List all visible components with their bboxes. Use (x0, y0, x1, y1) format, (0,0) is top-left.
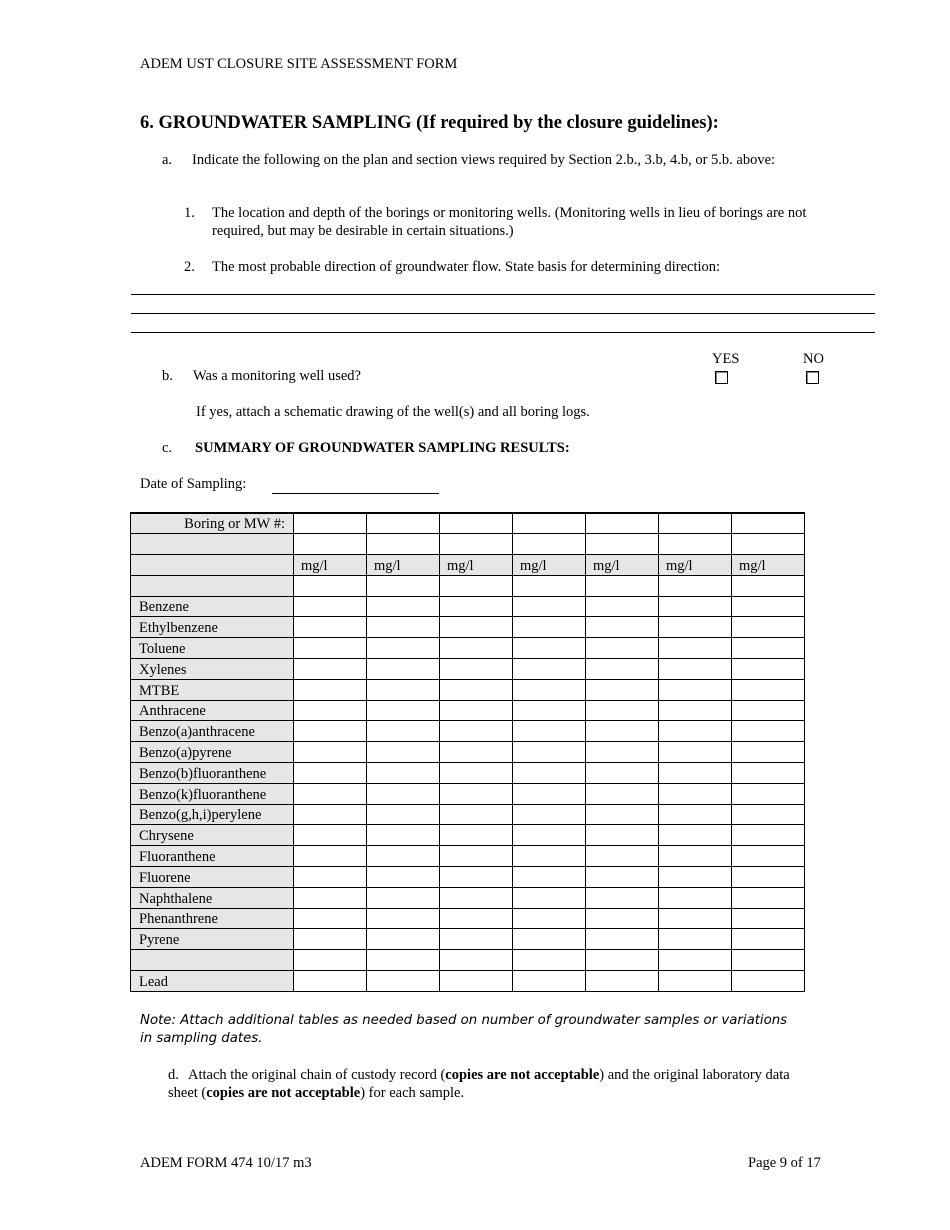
part-b-note: If yes, attach a schematic drawing of the well(s) and all boring logs. (196, 404, 590, 420)
part-d (168, 1066, 818, 1102)
value-cell[interactable] (294, 659, 367, 680)
value-cell[interactable] (440, 783, 513, 804)
value-cell[interactable] (367, 763, 440, 784)
footer-form-id: ADEM FORM 474 10/17 m3 (140, 1155, 312, 1171)
value-cell[interactable] (732, 575, 805, 596)
row-label (131, 575, 294, 596)
part-a (162, 151, 802, 170)
date-of-sampling-field[interactable] (272, 493, 439, 494)
value-cell[interactable] (586, 783, 659, 804)
value-cell[interactable] (732, 867, 805, 888)
value-cell[interactable] (367, 679, 440, 700)
value-cell[interactable] (440, 825, 513, 846)
value-cell[interactable] (732, 596, 805, 617)
value-cell[interactable] (659, 679, 732, 700)
table-row (131, 596, 805, 617)
value-cell[interactable] (513, 908, 586, 929)
value-cell[interactable] (732, 742, 805, 763)
value-cell[interactable] (732, 908, 805, 929)
table-row (131, 825, 805, 846)
value-cell[interactable] (586, 825, 659, 846)
sampling-results-table (130, 512, 805, 992)
value-cell[interactable] (367, 887, 440, 908)
value-cell[interactable] (367, 783, 440, 804)
value-cell[interactable] (732, 763, 805, 784)
value-cell[interactable] (294, 596, 367, 617)
part-c (162, 440, 570, 457)
value-cell[interactable] (659, 513, 732, 534)
table-row (131, 679, 805, 700)
value-cell[interactable] (586, 638, 659, 659)
value-cell[interactable] (732, 659, 805, 680)
value-cell[interactable] (659, 617, 732, 638)
value-cell[interactable] (732, 513, 805, 534)
value-cell[interactable] (367, 908, 440, 929)
value-cell[interactable] (586, 742, 659, 763)
value-cell[interactable] (732, 950, 805, 971)
row-label: Toluene (131, 638, 294, 659)
value-cell[interactable] (586, 971, 659, 992)
value-cell[interactable] (732, 929, 805, 950)
value-cell[interactable] (440, 575, 513, 596)
value-cell[interactable] (440, 846, 513, 867)
value-cell[interactable] (294, 742, 367, 763)
row-label: MTBE (131, 679, 294, 700)
unit-cell: mg/l (659, 555, 732, 576)
value-cell[interactable] (367, 846, 440, 867)
value-cell[interactable] (513, 513, 586, 534)
value-cell[interactable] (586, 700, 659, 721)
form-header: ADEM UST CLOSURE SITE ASSESSMENT FORM (140, 56, 458, 72)
value-cell[interactable] (659, 867, 732, 888)
value-cell[interactable] (294, 534, 367, 555)
value-cell[interactable] (513, 971, 586, 992)
value-cell[interactable] (294, 825, 367, 846)
value-cell[interactable] (294, 867, 367, 888)
value-cell[interactable] (294, 700, 367, 721)
row-label: Benzo(g,h,i)perylene (131, 804, 294, 825)
value-cell[interactable] (367, 513, 440, 534)
row-label: Fluoranthene (131, 846, 294, 867)
row-label: Benzo(k)fluoranthene (131, 783, 294, 804)
value-cell[interactable] (586, 929, 659, 950)
value-cell[interactable] (294, 908, 367, 929)
row-label: Naphthalene (131, 887, 294, 908)
value-cell[interactable] (294, 929, 367, 950)
table-row (131, 575, 805, 596)
value-cell[interactable] (367, 638, 440, 659)
value-cell[interactable] (586, 575, 659, 596)
part-c-label: c. (162, 440, 173, 456)
value-cell[interactable] (367, 596, 440, 617)
value-cell[interactable] (586, 908, 659, 929)
row-label: Chrysene (131, 825, 294, 846)
value-cell[interactable] (513, 846, 586, 867)
value-cell[interactable] (659, 638, 732, 659)
value-cell[interactable] (659, 783, 732, 804)
value-cell[interactable] (294, 638, 367, 659)
value-cell[interactable] (732, 534, 805, 555)
value-cell[interactable] (659, 575, 732, 596)
value-cell[interactable] (513, 700, 586, 721)
value-cell[interactable] (732, 679, 805, 700)
value-cell[interactable] (440, 617, 513, 638)
table-row (131, 908, 805, 929)
part-b-question: Was a monitoring well used? (193, 368, 361, 384)
value-cell[interactable] (440, 804, 513, 825)
unit-cell: mg/l (586, 555, 659, 576)
value-cell[interactable] (513, 721, 586, 742)
part-d-bold-1: copies are not acceptable (445, 1067, 600, 1083)
table-row (131, 783, 805, 804)
value-cell[interactable] (659, 804, 732, 825)
item-text: The location and depth of the borings or monitoring wells. (Monitoring wells in lieu of borings are not required, but may be desirable in certain situations.) (212, 205, 807, 239)
value-cell[interactable] (659, 534, 732, 555)
value-cell[interactable] (440, 763, 513, 784)
value-cell[interactable] (294, 679, 367, 700)
value-cell[interactable] (440, 700, 513, 721)
row-label: Anthracene (131, 700, 294, 721)
value-cell[interactable] (367, 534, 440, 555)
value-cell[interactable] (586, 846, 659, 867)
value-cell[interactable] (659, 721, 732, 742)
value-cell[interactable] (440, 721, 513, 742)
value-cell[interactable] (440, 659, 513, 680)
row-label: Boring or MW #: (131, 513, 294, 534)
value-cell[interactable] (440, 908, 513, 929)
value-cell[interactable] (586, 617, 659, 638)
footer-page-number: Page 9 of 17 (748, 1155, 821, 1171)
value-cell[interactable] (513, 638, 586, 659)
value-cell[interactable] (440, 596, 513, 617)
value-cell[interactable] (732, 721, 805, 742)
item-text: The most probable direction of groundwater flow. State basis for determining direction: (212, 259, 721, 275)
row-label (131, 555, 294, 576)
value-cell[interactable] (440, 679, 513, 700)
value-cell[interactable] (440, 971, 513, 992)
no-label: NO (803, 351, 824, 367)
table-row (131, 929, 805, 950)
value-cell[interactable] (294, 783, 367, 804)
table-row (131, 846, 805, 867)
value-cell[interactable] (513, 659, 586, 680)
item-number: 2. (184, 259, 195, 275)
unit-cell: mg/l (513, 555, 586, 576)
yes-checkbox[interactable] (715, 371, 728, 384)
value-cell[interactable] (367, 700, 440, 721)
value-cell[interactable] (367, 804, 440, 825)
no-checkbox[interactable] (806, 371, 819, 384)
value-cell[interactable] (513, 825, 586, 846)
row-label: Benzo(a)anthracene (131, 721, 294, 742)
table-row (131, 534, 805, 555)
unit-cell: mg/l (732, 555, 805, 576)
value-cell[interactable] (659, 700, 732, 721)
value-cell[interactable] (294, 721, 367, 742)
part-d-text-2: ) and the original laboratory data sheet ( (168, 1067, 790, 1101)
table-row (131, 721, 805, 742)
value-cell[interactable] (294, 971, 367, 992)
table-row (131, 638, 805, 659)
table-row (131, 742, 805, 763)
unit-cell: mg/l (294, 555, 367, 576)
value-cell[interactable] (367, 867, 440, 888)
value-cell[interactable] (367, 659, 440, 680)
part-a-text: Indicate the following on the plan and section views required by Section 2.b., 3.b, 4.b, or 5.b. above: (192, 152, 776, 168)
value-cell[interactable] (513, 617, 586, 638)
part-b (162, 368, 361, 385)
value-cell[interactable] (294, 763, 367, 784)
row-label: Benzo(a)pyrene (131, 742, 294, 763)
table-row (131, 700, 805, 721)
unit-cell: mg/l (440, 555, 513, 576)
value-cell[interactable] (440, 742, 513, 763)
value-cell[interactable] (513, 742, 586, 763)
value-cell[interactable] (586, 534, 659, 555)
value-cell[interactable] (659, 929, 732, 950)
row-label: Fluorene (131, 867, 294, 888)
part-a-item-2 (184, 258, 814, 276)
value-cell[interactable] (659, 846, 732, 867)
value-cell[interactable] (367, 825, 440, 846)
value-cell[interactable] (659, 825, 732, 846)
value-cell[interactable] (513, 950, 586, 971)
answer-line-3[interactable] (131, 332, 875, 333)
unit-cell: mg/l (367, 555, 440, 576)
value-cell[interactable] (294, 846, 367, 867)
value-cell[interactable] (367, 929, 440, 950)
yes-label: YES (712, 351, 740, 367)
value-cell[interactable] (586, 721, 659, 742)
value-cell[interactable] (513, 596, 586, 617)
value-cell[interactable] (440, 638, 513, 659)
answer-line-1[interactable] (131, 294, 875, 295)
value-cell[interactable] (367, 721, 440, 742)
value-cell[interactable] (513, 763, 586, 784)
value-cell[interactable] (732, 783, 805, 804)
row-label: Xylenes (131, 659, 294, 680)
value-cell[interactable] (513, 887, 586, 908)
value-cell[interactable] (732, 638, 805, 659)
value-cell[interactable] (732, 887, 805, 908)
value-cell[interactable] (586, 679, 659, 700)
table-row (131, 971, 805, 992)
value-cell[interactable] (586, 950, 659, 971)
part-d-text-3: ) for each sample. (360, 1085, 465, 1101)
part-b-label: b. (162, 368, 173, 384)
value-cell[interactable] (513, 575, 586, 596)
table-row (131, 950, 805, 971)
date-of-sampling-label: Date of Sampling: (140, 476, 247, 492)
value-cell[interactable] (586, 887, 659, 908)
table-row (131, 867, 805, 888)
value-cell[interactable] (294, 575, 367, 596)
value-cell[interactable] (659, 742, 732, 763)
value-cell[interactable] (586, 804, 659, 825)
value-cell[interactable] (440, 534, 513, 555)
value-cell[interactable] (659, 763, 732, 784)
value-cell[interactable] (513, 867, 586, 888)
value-cell[interactable] (732, 846, 805, 867)
value-cell[interactable] (586, 659, 659, 680)
value-cell[interactable] (367, 950, 440, 971)
table-note: Note: Attach additional tables as needed based on number of groundwater samples or variations in sampling dates. (140, 1013, 788, 1046)
value-cell[interactable] (732, 971, 805, 992)
value-cell[interactable] (659, 971, 732, 992)
value-cell[interactable] (367, 575, 440, 596)
value-cell[interactable] (659, 596, 732, 617)
item-number: 1. (184, 205, 195, 221)
part-d-bold-2: copies are not acceptable (206, 1085, 361, 1101)
value-cell[interactable] (513, 783, 586, 804)
row-label (131, 534, 294, 555)
value-cell[interactable] (586, 867, 659, 888)
value-cell[interactable] (440, 867, 513, 888)
value-cell[interactable] (513, 804, 586, 825)
table-row (131, 617, 805, 638)
row-label (131, 950, 294, 971)
row-label: Phenanthrene (131, 908, 294, 929)
table-row (131, 763, 805, 784)
value-cell[interactable] (294, 950, 367, 971)
value-cell[interactable] (586, 596, 659, 617)
value-cell[interactable] (659, 950, 732, 971)
row-label: Pyrene (131, 929, 294, 950)
value-cell[interactable] (294, 887, 367, 908)
value-cell[interactable] (513, 929, 586, 950)
value-cell[interactable] (440, 950, 513, 971)
value-cell[interactable] (440, 929, 513, 950)
value-cell[interactable] (294, 513, 367, 534)
section-title: 6. GROUNDWATER SAMPLING (If required by the closure guidelines): (140, 113, 719, 133)
value-cell[interactable] (440, 887, 513, 908)
value-cell[interactable] (586, 763, 659, 784)
row-label: Ethylbenzene (131, 617, 294, 638)
value-cell[interactable] (367, 971, 440, 992)
value-cell[interactable] (659, 659, 732, 680)
row-label: Benzo(b)fluoranthene (131, 763, 294, 784)
part-a-item-1 (184, 204, 814, 240)
answer-line-2[interactable] (131, 313, 875, 314)
value-cell[interactable] (294, 617, 367, 638)
row-label: Benzene (131, 596, 294, 617)
row-label: Lead (131, 971, 294, 992)
part-d-label: d. (168, 1067, 179, 1083)
value-cell[interactable] (659, 887, 732, 908)
part-d-text-1: Attach the original chain of custody record ( (188, 1067, 446, 1083)
value-cell[interactable] (732, 804, 805, 825)
table-unit-row (131, 555, 805, 576)
value-cell[interactable] (294, 804, 367, 825)
table-row (131, 804, 805, 825)
value-cell[interactable] (367, 742, 440, 763)
value-cell[interactable] (732, 617, 805, 638)
table-row (131, 887, 805, 908)
value-cell[interactable] (513, 679, 586, 700)
value-cell[interactable] (367, 617, 440, 638)
value-cell[interactable] (659, 908, 732, 929)
value-cell[interactable] (586, 513, 659, 534)
table-row (131, 659, 805, 680)
value-cell[interactable] (732, 700, 805, 721)
value-cell[interactable] (440, 513, 513, 534)
value-cell[interactable] (513, 534, 586, 555)
part-a-label: a. (162, 152, 173, 168)
table-header-row (131, 513, 805, 534)
part-c-title: SUMMARY OF GROUNDWATER SAMPLING RESULTS: (195, 440, 570, 456)
value-cell[interactable] (732, 825, 805, 846)
